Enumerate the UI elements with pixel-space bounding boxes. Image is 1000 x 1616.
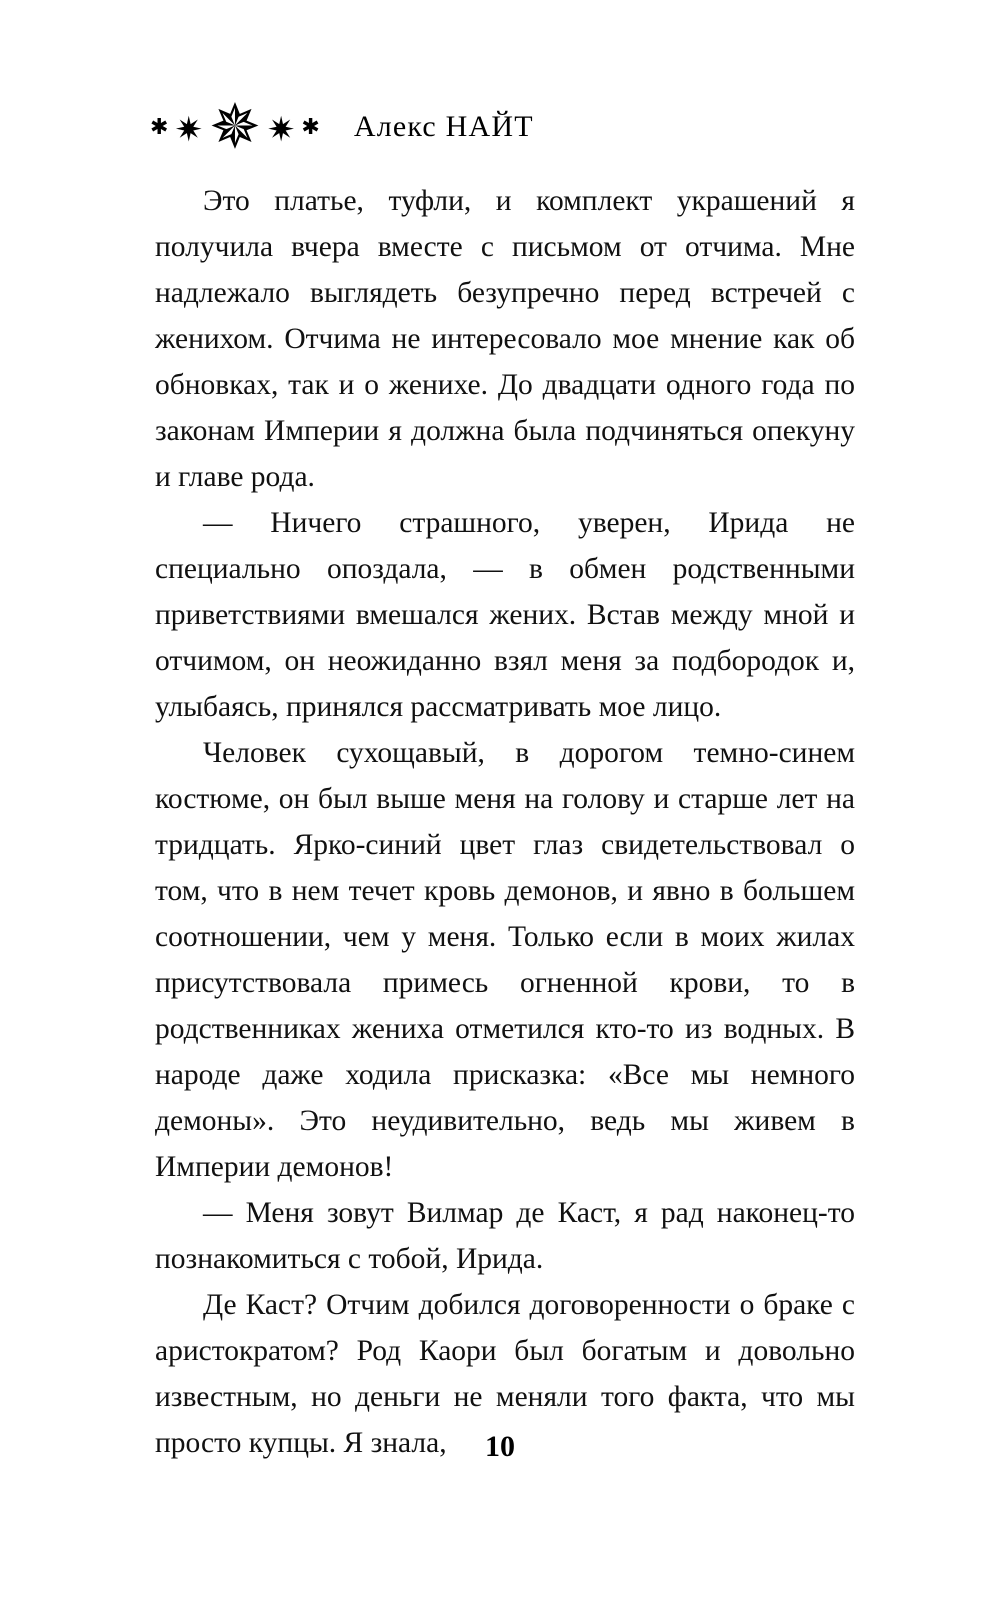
- star-four-point-small-icon-2: ✱: [301, 114, 320, 139]
- star-eight-point-large-icon: ✵: [208, 94, 261, 162]
- paragraph: Де Каст? Отчим добился договоренности о браке с аристократом? Род Каори был богатым и довольно известным, но деньги не меняли того факта, что мы просто купцы. Я знала,: [155, 1289, 855, 1459]
- star-four-point-small-icon: ✱: [150, 114, 169, 139]
- page-number: 10: [485, 1430, 515, 1463]
- paragraph: Человек сухощавый, в дорогом темно-синем костюме, он был выше меня на голову и старше лет на тридцать. Ярко-синий цвет глаз свидетельствовал о том, что в нем течет кровь демонов, и явно в большем соотношении, чем у меня. Только если в моих жилах присутствовала примесь огненной крови, то в родственниках жениха отметился кто-то из водных. В народе даже ходила присказка: «Все мы немного демоны». Это неудивительно, ведь мы живем в Империи демонов!: [155, 737, 855, 1183]
- paragraph: — Ничего страшного, уверен, Ирида не специально опоздала, — в обмен родственными приветствиями вмешался жених. Встав между мной и отчимом, он неожиданно взял меня за подбородок и, улыбаясь, принялся рассматривать мое лицо.: [155, 507, 855, 723]
- page-header: [150, 92, 870, 162]
- paragraph: — Меня зовут Вилмар де Каст, я рад наконец-то познакомиться с тобой, Ирида.: [155, 1197, 855, 1275]
- paragraph: Это платье, туфли, и комплект украшений я получила вчера вместе с письмом от отчима. Мне надлежало выглядеть безупречно перед встречей с женихом. Отчима не интересовало мое мнение как об обновках, так и о женихе. До двадцати одного года по законам Империи я должна была подчиняться опекуну и главе рода.: [155, 185, 855, 493]
- star-six-point-icon: ✷: [174, 112, 203, 149]
- ornament-decoration: [150, 94, 320, 162]
- running-head-author: Алекс НАЙТ: [353, 110, 534, 143]
- star-six-point-icon-2: ✷: [266, 112, 296, 149]
- page-body: [155, 178, 855, 1466]
